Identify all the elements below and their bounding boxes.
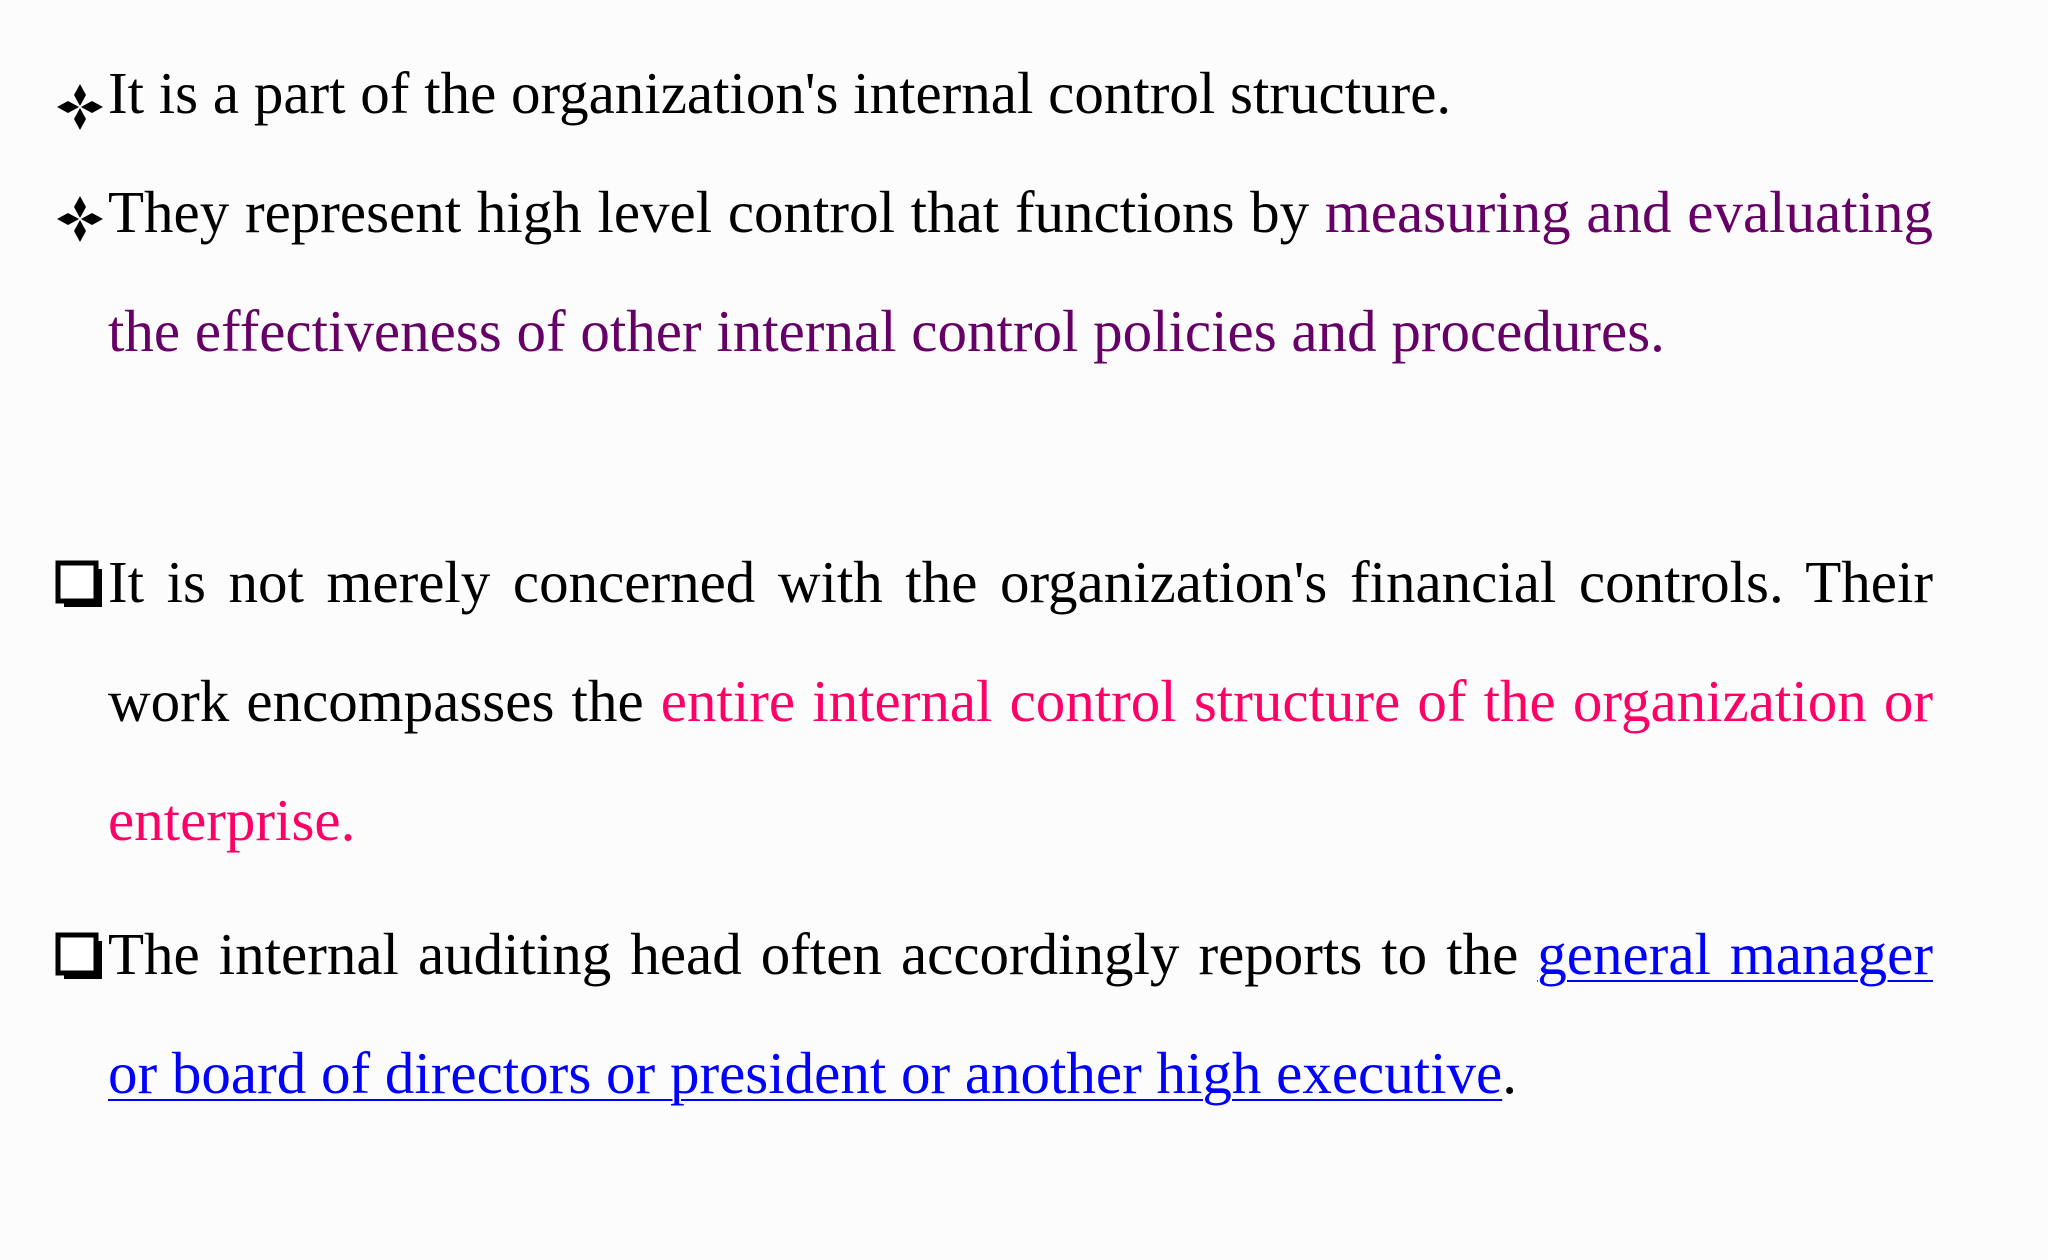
bullet-item [55,153,1935,391]
bullet-text-plain: The internal auditing head often accordingly reports to the [108,921,1538,987]
square-bullet-icon [55,928,110,988]
bullet-text-highlight: entire internal control structure of the organization or enterprise. [108,668,1933,853]
bullet-text-highlight: measuring and evaluating the effectiveness of other internal control policies and procedures. [108,179,1933,364]
bullet-text [108,153,1933,391]
bullet-item [55,58,1935,129]
bullet-item [55,895,1935,1133]
bullet-text [108,523,1933,880]
diamond-bullet-icon [55,78,110,138]
bullet-text [108,895,1933,1133]
bullet-text: It is a part of the organization's internal control structure. [108,60,1452,126]
bullet-item [55,523,1935,880]
bullet-text-plain: They represent high level control that functions by [108,179,1325,245]
diamond-bullet-icon [55,190,110,250]
bullet-text-plain: It is not merely concerned with the organization's financial controls. Their work encompasses the [108,549,1933,734]
square-bullet-icon [55,556,110,616]
executive-link[interactable]: general manager or board of directors or president or another high executive [108,921,1934,1106]
bullet-text-end: . [1502,1040,1517,1106]
